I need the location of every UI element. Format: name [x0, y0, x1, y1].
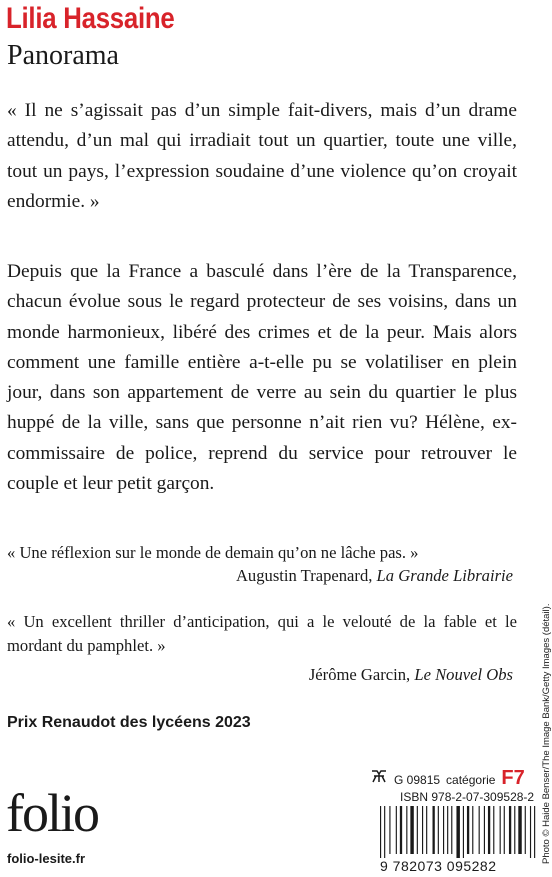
excerpt-quote: « Il ne s’agissait pas d’un simple fait-divers, mais d’un drame attendu, d’un mal qui irradiait tout un quartier, toute une ville, tout un pays, l’expression soudaine d’une violence qu’on croyait endormie. »	[7, 100, 517, 212]
book-title: Panorama	[7, 40, 119, 71]
category-label: catégorie	[446, 773, 496, 787]
isbn-label: ISBN 978-2-07-309528-2	[400, 790, 535, 804]
review-quote-1: « Une réflexion sur le monde de demain qu’on ne lâche pas. »	[7, 543, 419, 562]
folio-mark-icon	[370, 768, 388, 784]
publisher-website: folio-lesite.fr	[7, 851, 86, 866]
review-publication-1: La Grande Librairie	[376, 566, 513, 585]
barcode-digits: 9 782073 095282	[380, 858, 497, 874]
book-summary: Depuis que la France a basculé dans l’ère de la Transparence, chacun évolue sous le regard protecteur de ses voisins, dans un monde harmonieux, libéré des crimes et de la peur. Mais alors comment une famille entière a-t-elle pu se volatiliser en plein jour, dans son appartement de verre au sein du quartier le plus huppé de la ville, sans que personne n’ait rien vu? Hélène, ex-commissaire de police, reprend du service pour retrouver le couple et leur petit garçon.	[7, 261, 517, 495]
folio-logo: folio	[6, 783, 98, 843]
barcode	[378, 806, 538, 863]
review-author-2: Jérôme Garcin,	[308, 665, 415, 684]
barcode-image	[378, 806, 538, 858]
category-code: F7	[501, 767, 525, 789]
review-attribution-2	[309, 665, 513, 685]
review-publication-2: Le Nouvel Obs	[414, 665, 513, 684]
catalog-code: G 09815	[394, 773, 441, 787]
review-attribution-1	[236, 566, 513, 586]
prize-label: Prix Renaudot des lycéens 2023	[7, 714, 251, 731]
review-author-1: Augustin Trapenard,	[235, 566, 377, 585]
catalog-line	[370, 767, 525, 789]
photo-credit: Photo © Haide Benser/The Image Bank/Getty Images (détail).	[541, 603, 552, 864]
review-quote-2: « Un excellent thriller d’anticipation, qui a le velouté de la fable et le mordant du pamphlet. »	[7, 612, 517, 655]
author-name: Lilia Hassaine	[6, 2, 175, 35]
